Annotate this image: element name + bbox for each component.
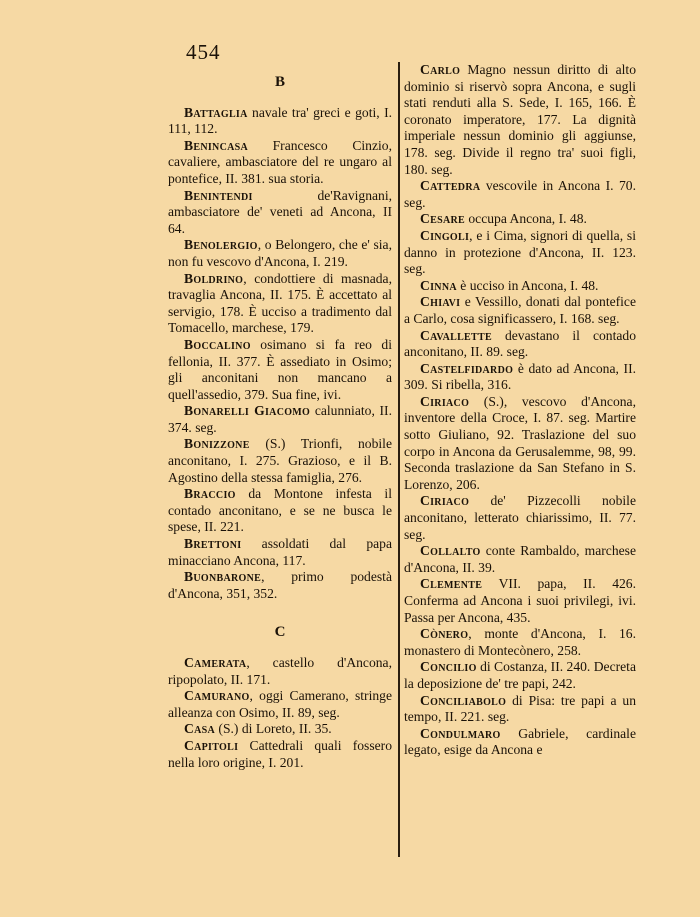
entry-heading: Clemente	[420, 576, 483, 592]
index-entry	[168, 436, 392, 486]
index-entry	[168, 536, 392, 569]
entry-text: osimano si fa reo di fellonia, II. 377. È assediato in Osimo; gli anconitani non mancano a quell'assedio, 379. Sua fine, ivi.	[168, 336, 392, 402]
entry-text: Cattedrali quali fossero nella loro origine, I. 201.	[168, 737, 392, 770]
entry-text: , castello d'Ancona, ripopolato, II. 171.	[168, 655, 392, 687]
index-entry	[168, 655, 392, 688]
right-column	[404, 62, 636, 759]
index-entry	[404, 626, 636, 659]
index-entry	[404, 659, 636, 692]
page-number: 454	[186, 40, 221, 64]
index-entry	[168, 138, 392, 188]
entry-heading: Benintendi	[184, 187, 253, 203]
entry-heading: Cingoli	[420, 227, 470, 243]
entry-heading: Camurano	[184, 688, 250, 704]
entry-heading: Braccio	[184, 486, 236, 502]
entry-heading: Boldrino	[184, 270, 244, 286]
index-entry	[404, 294, 636, 327]
entry-heading: Conciliabolo	[420, 692, 507, 708]
entry-text: , condottiere di masnada, travaglia Ancona, II. 175. È accettato al servigio, 178. È ucciso a tradimento dal Tomacello, marchese, 179.	[168, 270, 392, 336]
entry-text: , primo podestà d'Ancona, 351, 352.	[168, 569, 392, 601]
entry-text: è ucciso in Ancona, I. 48.	[456, 277, 599, 293]
entry-text: di Costanza, II. 240. Decreta la deposizione de' tre papi, 242.	[404, 659, 636, 691]
index-entry	[168, 721, 392, 738]
entry-heading: Bonarelli Giacomo	[184, 403, 311, 419]
section-c-entries	[168, 655, 392, 771]
entry-text: vescovile in Ancona I. 70. seg.	[404, 178, 636, 210]
entry-text: Francesco Cinzio, cavaliere, ambasciatore del re ungaro al pontefice, II. 381. sua storia.	[168, 137, 392, 186]
index-entry	[168, 486, 392, 536]
entry-text: di Pisa: tre papi a un tempo, II. 221. seg.	[404, 692, 636, 725]
entry-heading: Carlo	[420, 62, 461, 77]
entry-heading: Cattedra	[420, 178, 481, 194]
entry-heading: Casa	[184, 721, 216, 737]
entry-text: da Montone infesta il contado anconitano, e se ne busca le spese, II. 221.	[168, 486, 392, 535]
entry-heading: Cavallette	[420, 327, 492, 343]
entry-text: (S.), vescovo d'Ancona, inventore della Croce, I. 87. seg. Martire sotto Giuliano, 92. Traslazione del suo corpo in Ancona da Gerusalemme, 98, 99. Seconda traslazione da San Stefano in S. Lorenzo, 206.	[404, 393, 636, 492]
entry-text: (S.) di Loreto, II. 35.	[215, 721, 332, 737]
entry-text: VII. papa, II. 426. Conferma ad Ancona i suoi privilegi, ivi. Passa per Ancona, 435.	[404, 576, 636, 625]
entry-text: e Vessillo, donati dal pontefice a Carlo, cosa significassero, I. 168. seg.	[404, 294, 636, 326]
entry-text: navale tra' greci e goti, I. 111, 112.	[168, 104, 392, 137]
entry-heading: Cònero	[420, 626, 469, 642]
index-entry	[168, 188, 392, 238]
index-entry	[404, 178, 636, 211]
entry-heading: Collalto	[420, 543, 481, 559]
entry-heading: Boccalino	[184, 336, 251, 352]
entry-heading: Concilio	[420, 659, 477, 675]
index-entry	[404, 228, 636, 278]
entry-heading: Buonbarone	[184, 569, 262, 585]
index-entry	[404, 576, 636, 626]
entry-text: , e i Cima, signori di quella, si danno in protezione d'Ancona, II. 123. seg.	[404, 227, 636, 277]
entry-heading: Benolergio	[184, 237, 258, 253]
index-entry	[168, 237, 392, 270]
section-b-entries	[168, 105, 392, 603]
entry-text: (S.) Trionfi, nobile anconitano, I. 275. Grazioso, e il B. Agostino della stessa famiglia, 276.	[168, 436, 392, 485]
index-entry	[404, 543, 636, 576]
entry-text: occupa Ancona, I. 48.	[464, 211, 587, 227]
entry-heading: Camerata	[184, 655, 247, 670]
index-entry	[404, 62, 636, 178]
index-entry	[404, 211, 636, 228]
entry-heading: Benincasa	[184, 137, 248, 153]
section-letter-c: C	[274, 624, 286, 641]
left-column	[168, 62, 392, 771]
entry-text: , oggi Camerano, stringe alleanza con Osimo, II. 89, seg.	[168, 688, 392, 720]
index-entry	[404, 361, 636, 394]
index-entry	[404, 278, 636, 295]
entry-heading: Castelfidardo	[420, 360, 514, 376]
entry-text: devastano il contado anconitano, II. 89. seg.	[404, 327, 636, 360]
section-letter-b: B	[274, 74, 285, 90]
entry-text: de'Ravignani, ambasciatore de' veneti ad Ancona, II 64.	[168, 187, 392, 236]
entry-heading: Cinna	[420, 277, 457, 293]
column-divider	[398, 62, 400, 857]
entry-heading: Ciriaco	[420, 393, 470, 409]
index-entry	[168, 403, 392, 436]
entry-heading: Chiavi	[420, 294, 461, 310]
entry-heading: Brettoni	[184, 536, 242, 552]
index-entry	[168, 337, 392, 403]
entry-heading: Battaglia	[184, 104, 248, 120]
index-entry	[404, 493, 636, 543]
index-entry	[404, 726, 636, 759]
index-entry	[404, 394, 636, 494]
entry-heading: Ciriaco	[420, 493, 470, 509]
entry-heading: Cesare	[420, 211, 465, 227]
entry-text: , monte d'Ancona, I. 16. monastero di Montecònero, 258.	[404, 626, 636, 658]
index-entry	[168, 271, 392, 337]
entry-heading: Condulmaro	[420, 725, 501, 741]
entry-text: Gabriele, cardinale legato, esige da Ancona e	[404, 725, 636, 758]
entry-text: Magno nessun diritto di alto dominio si riservò sopra Ancona, e sugli stati renduti alla S. Sede, I. 165, 166. È coronato imperatore, 177. La dignità imperiale nessun dominio gli aggiunse, 178. seg. Divide il regno tra' suoi figli, 180. seg.	[404, 62, 636, 177]
index-entry	[404, 693, 636, 726]
index-entry	[168, 738, 392, 771]
entry-text: conte Rambaldo, marchese d'Ancona, II. 39.	[404, 543, 636, 575]
index-entry	[168, 569, 392, 602]
index-entry	[404, 328, 636, 361]
entry-heading: Capitoli	[184, 737, 239, 753]
entry-heading: Bonizzone	[184, 436, 250, 452]
entry-text: è dato ad Ancona, II. 309. Si ribella, 316.	[404, 360, 636, 393]
index-entry	[168, 688, 392, 721]
entry-text: calunniato, II. 374. seg.	[168, 403, 392, 435]
entry-text: assoldati dal papa minacciano Ancona, 117.	[168, 536, 392, 568]
entry-text: de' Pizzecolli nobile anconitano, letterato chiarissimo, II. 77. seg.	[404, 493, 636, 542]
entry-text: , o Belongero, che e' sia, non fu vescovo d'Ancona, I. 219.	[168, 237, 392, 269]
index-entry	[168, 105, 392, 138]
